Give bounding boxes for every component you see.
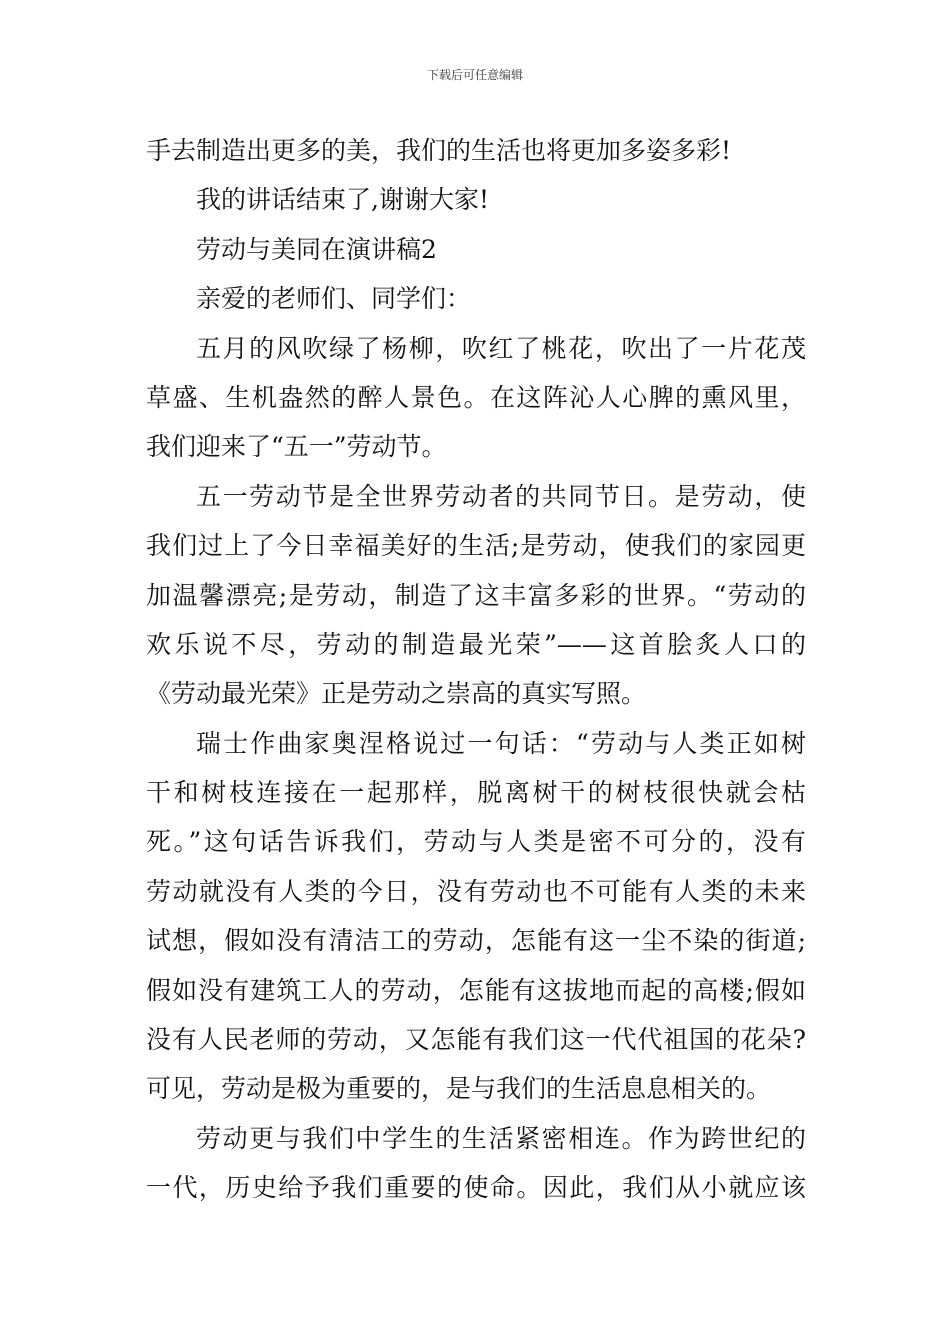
text-line: 草盛、生机盎然的醉人景色。在这阵沁人心脾的熏风里， xyxy=(146,382,806,412)
text-line: 五一劳动节是全世界劳动者的共同节日。是劳动，使 xyxy=(196,481,806,511)
page-header: 下载后可任意编辑 xyxy=(426,68,523,82)
text-line: 欢乐说不尽，劳动的制造最光荣”——这首脍炙人口的 xyxy=(146,629,806,659)
text-line: 瑞士作曲家奥涅格说过一句话：“劳动与人类正如树 xyxy=(196,728,806,758)
text-line: 试想，假如没有清洁工的劳动，怎能有这一尘不染的街道; xyxy=(146,926,806,956)
text-line: 干和树枝连接在一起那样，脱离树干的树枝很快就会枯 xyxy=(146,778,806,808)
text-line: 劳动更与我们中学生的生活紧密相连。作为跨世纪的 xyxy=(196,1123,806,1153)
text-line: 没有人民老师的劳动，又怎能有我们这一代代祖国的花朵? xyxy=(146,1025,806,1055)
text-line: 亲爱的老师们、同学们： xyxy=(196,284,472,314)
text-line: 《劳动最光荣》正是劳动之崇高的真实写照。 xyxy=(146,679,647,709)
text-line: 一代，历史给予我们重要的使命。因此，我们从小就应该 xyxy=(146,1173,806,1203)
text-line: 我们迎来了“五一”劳动节。 xyxy=(146,432,447,462)
text-line: 劳动与美同在演讲稿2 xyxy=(196,234,437,264)
text-line: 我们过上了今日幸福美好的生活;是劳动，使我们的家园更 xyxy=(146,531,806,561)
text-line: 五月的风吹绿了杨柳，吹红了桃花，吹出了一片花茂 xyxy=(196,333,806,363)
text-line: 劳动就没有人类的今日，没有劳动也不可能有人类的未来 xyxy=(146,876,806,906)
text-line: 可见，劳动是极为重要的，是与我们的生活息息相关的。 xyxy=(146,1074,772,1104)
document-body xyxy=(146,126,806,1213)
text-line: 手去制造出更多的美，我们的生活也将更加多姿多彩! xyxy=(146,136,732,165)
text-line: 加温馨漂亮;是劳动，制造了这丰富多彩的世界。“劳动的 xyxy=(146,580,806,610)
text-line: 死。”这句话告诉我们，劳动与人类是密不可分的，没有 xyxy=(146,827,806,857)
text-line: 我的讲话结束了,谢谢大家! xyxy=(196,185,489,215)
text-line: 假如没有建筑工人的劳动，怎能有这拔地而起的高楼;假如 xyxy=(146,975,806,1005)
